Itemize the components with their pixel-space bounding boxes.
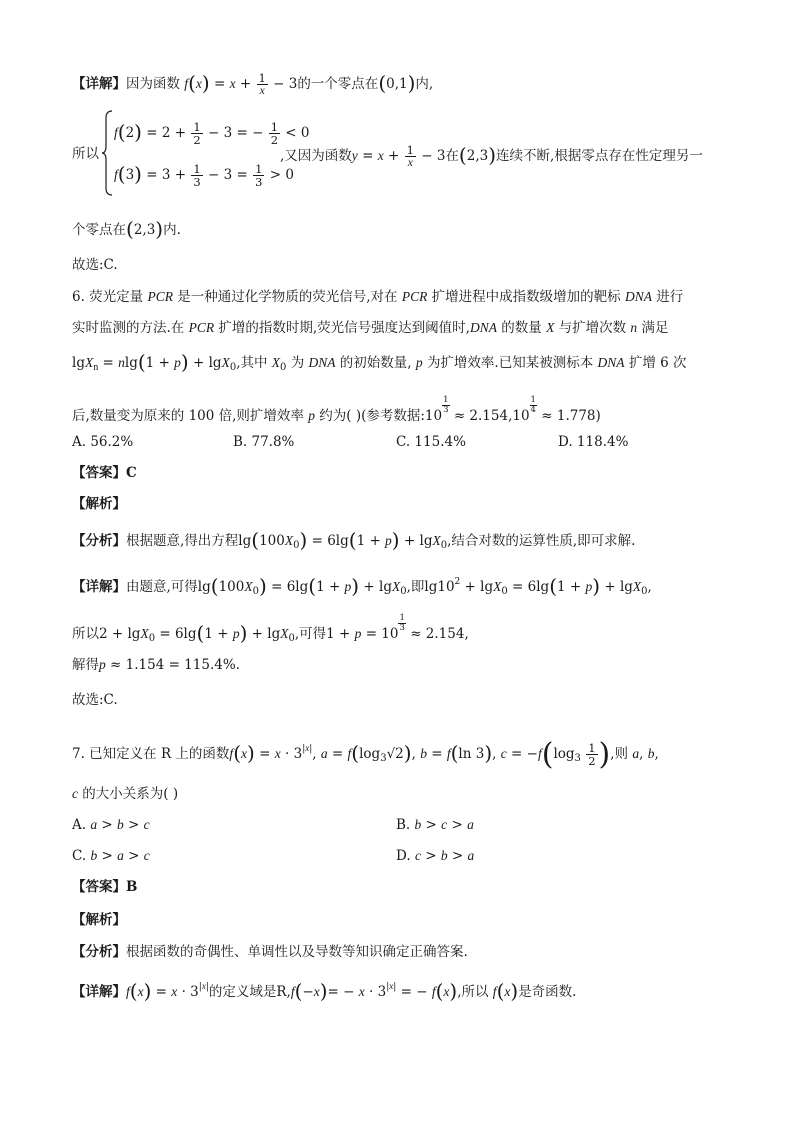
q7-answer — [72, 877, 137, 897]
q7-line-2: c 的大小关系为( ) — [72, 786, 179, 802]
text: 的一个零点在 — [297, 76, 379, 92]
q6-jiede: 解得p ≈ 1.154 = 115.4%. — [72, 657, 240, 673]
math-x: x — [229, 76, 236, 91]
q6-option-b[interactable] — [233, 432, 294, 452]
text: 进行 — [656, 289, 684, 305]
q6-line-1: 6. 荧光定量 PCR 是一种通过化学物质的荧光信号,对在 PCR 扩增进程中成指数级增加的靶标 DNA 进行 — [72, 289, 684, 305]
tag-detail: 【详解】 — [72, 76, 126, 92]
paren: ) — [407, 71, 416, 95]
text: 扩增进程中成指数级增加的靶标 — [431, 289, 621, 305]
label-suoyi — [72, 144, 99, 164]
q7-fenxi — [72, 942, 468, 962]
fraction: $\frac{1}{x}$ — [258, 71, 266, 97]
text: 与扩增次数 — [558, 320, 627, 336]
text: 【答案】C — [72, 465, 137, 481]
q6-fenxi: 【分析】根据题意,得出方程$\lg(100X_0) = 6\lg(1 + p) + \lg X_0$,结合对数的运算性质,即可求解. — [72, 528, 636, 552]
text: ,则 — [610, 746, 629, 762]
tag-analysis: 【分析】 — [72, 533, 126, 549]
detail-line-3: 个零点在(2,3)内. — [72, 217, 181, 241]
text: 的初始数量, — [339, 355, 412, 371]
text: 因为函数 — [126, 76, 180, 92]
text: 【答案】B — [72, 879, 138, 895]
text: C. — [72, 848, 87, 864]
text: 根据函数的奇偶性、单调性以及导数等知识确定正确答案. — [126, 944, 468, 960]
choice-line — [72, 255, 118, 275]
text: 在 — [445, 148, 459, 164]
system-row-1: f(2) = 2 + $\frac{1}{2}$ − 3 = − $\frac{1}{2}$ < 0 — [114, 120, 310, 147]
text: ,结合对数的运算性质,即可求解. — [447, 533, 636, 549]
text: 实时监测的方法.在 — [72, 320, 185, 336]
text: 【解析】 — [72, 496, 126, 512]
system-row-2: f(3) = 3 + $\frac{1}{3}$ − 3 = $\frac{1}{3}$ > 0 — [114, 162, 294, 189]
paren: ( — [378, 71, 387, 95]
text: 由题意,可得 — [126, 579, 198, 595]
tag-detail: 【详解】 — [72, 984, 126, 1000]
text: 的数量 — [501, 320, 542, 336]
detail-line-1: 【详解】因为函数 f(x) = x + $\frac{1}{x}$ − 3的一个零点在(0,1)内, — [72, 71, 434, 97]
text: 所以 — [72, 146, 99, 162]
text: 是奇函数. — [518, 984, 577, 1000]
text: ,所以 — [457, 984, 489, 1000]
text: B. 77.8% — [233, 434, 295, 450]
text: C. 115.4% — [396, 434, 466, 450]
q6-line-4: 后,数量变为原来的 100 倍,则扩增效率 p 约为( )(参考数据:10 $\frac{1}{3}$ ≈ 2.154,10 $\frac{1}{4}$ ≈ 1.778) — [72, 395, 601, 424]
text: B. — [396, 817, 411, 833]
text: ,即 — [406, 579, 425, 595]
system-tail: ,又因为函数y = x + $\frac{1}{x}$ − 3在(2,3)连续不断,根据零点存在性定理另一 — [280, 143, 703, 169]
text: 7. 已知定义在 — [72, 746, 157, 762]
text: 连续不断,根据零点存在性定理另一 — [496, 148, 703, 164]
q6-option-d[interactable] — [558, 432, 628, 452]
text: 的定义域是 — [208, 984, 277, 1000]
q6-suoyi: 所以2 + lgX$_0$ = 6lg(1 + p) + lgX$_0$,可得1 + p = 10 $\frac{1}{3}$ ≈ 2.154, — [72, 613, 469, 645]
q7-option-b[interactable]: B. b > c > a — [396, 817, 474, 833]
q6-answer — [72, 463, 137, 483]
math-fx: f — [184, 76, 189, 91]
q6-option-c[interactable] — [396, 432, 466, 452]
tag-analysis: 【分析】 — [72, 944, 126, 960]
q7-line-1: 7. 已知定义在 R 上的函数$f(x) = x \cdot 3^{|x|}$, $a = f(\log_3√2)$, b = f(ln 3), $c = -f(\log_3$ $\frac{1}{2}$ ),则 a, b, — [72, 737, 659, 772]
paren: ) — [201, 71, 210, 95]
text: 故选:C. — [72, 257, 118, 273]
q6-xiangjie: 【详解】由题意,可得$\lg(100X_0) = 6\lg(1 + p) + \lg X_0$,即$\lg 10^2 + \lg X_0 = 6\lg(1 + p) + \lg X_0$, — [72, 574, 652, 598]
text: , — [464, 626, 469, 642]
text: ,可得 — [294, 626, 327, 642]
q6-option-a[interactable] — [72, 432, 133, 452]
q7-option-d[interactable]: D. c > b > a — [396, 848, 475, 864]
text: 上的函数 — [175, 746, 230, 762]
text: A. — [72, 817, 87, 833]
text: 所以 — [72, 626, 99, 642]
text: ) — [595, 408, 601, 424]
text: 6. 荧光定量 — [72, 289, 144, 305]
text: 的大小关系为( ) — [82, 786, 179, 802]
q7-analysis-heading — [72, 910, 126, 930]
text: 满足 — [641, 320, 669, 336]
text: A. 56.2% — [72, 434, 134, 450]
text: 解得 — [72, 657, 99, 673]
q6-line-2: 实时监测的方法.在 PCR 扩增的指数时期,荧光信号强度达到阈值时,DNA 的数量 X 与扩增次数 n 满足 — [72, 320, 669, 336]
text: 扩增的指数时期,荧光信号强度达到阈值时, — [218, 320, 470, 336]
text: 扩增 6 次 — [628, 355, 687, 371]
text: 约为( )(参考数据: — [319, 408, 425, 424]
math-x: x — [195, 76, 202, 91]
text: 是一种通过化学物质的荧光信号,对在 — [177, 289, 398, 305]
q7-option-c[interactable]: C. b > a > c — [72, 848, 150, 864]
brace-icon — [101, 110, 113, 196]
text: ,又因为函数 — [280, 148, 352, 164]
q7-option-a[interactable]: A. a > b > c — [72, 817, 150, 833]
text: 为 — [290, 355, 305, 371]
text: 根据题意,得出方程 — [126, 533, 239, 549]
q6-choice — [72, 690, 118, 710]
text: 为扩增效率.已知某被测标本 — [426, 355, 594, 371]
text: 内. — [163, 222, 181, 238]
q7-xiangjie: 【详解】$f(x) = x \cdot 3^{|x|}$的定义域是$R,f(-x)= - x \cdot 3^{|x|}$ = − f(x),所以 f(x)是奇函数. — [72, 979, 577, 1003]
text: D. 118.4% — [558, 434, 629, 450]
text: 个零点在 — [72, 222, 126, 238]
tag-detail: 【详解】 — [72, 579, 126, 595]
text: ,其中 — [236, 355, 268, 371]
text: 【解析】 — [72, 912, 126, 928]
paren: ( — [188, 71, 196, 95]
q6-line-3: lgX$_n$ = nlg(1 + p) + lgX$_0$,其中 $X_0$ 为 DNA 的初始数量, p 为扩增效率.已知某被测标本 DNA 扩增 6 次 — [72, 350, 687, 374]
text: 故选:C. — [72, 692, 118, 708]
text: 后,数量变为原来的 100 倍,则扩增效率 — [72, 408, 304, 424]
text: D. — [396, 848, 411, 864]
q6-analysis-heading — [72, 494, 126, 514]
text: 内, — [415, 76, 434, 92]
